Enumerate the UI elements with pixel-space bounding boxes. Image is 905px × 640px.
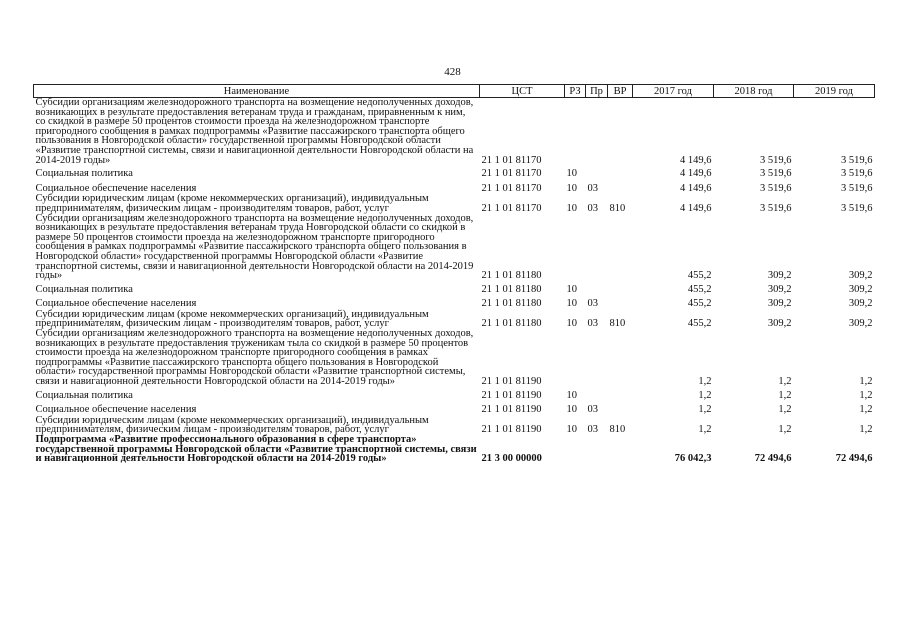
row-rz: 10 — [566, 389, 577, 401]
table-row — [34, 180, 875, 195]
row-pr — [586, 329, 608, 387]
row-vr — [608, 214, 633, 281]
row-value-2017: 4 149,6 — [680, 154, 712, 166]
row-pr: 03 — [587, 404, 598, 416]
row-pr — [586, 98, 608, 166]
row-value-2019: 1,2 — [859, 424, 873, 436]
row-value-2018: 3 519,6 — [760, 182, 792, 194]
row-value-2017: 1,2 — [698, 376, 712, 388]
row-value-2017: 76 042,3 — [674, 453, 712, 465]
header-vr: ВР — [608, 85, 633, 98]
row-value-2019: 309,2 — [848, 318, 873, 330]
row-vr — [608, 387, 633, 402]
row-cst: 21 1 01 81190 — [481, 424, 542, 436]
header-cst: ЦСТ — [480, 85, 565, 98]
row-name: Социальное обеспечение населения — [35, 404, 197, 416]
row-value-2018: 3 519,6 — [760, 168, 792, 180]
table-row — [34, 98, 875, 166]
row-cst: 21 1 01 81190 — [481, 404, 542, 416]
row-value-2018: 1,2 — [778, 376, 792, 388]
row-vr: 810 — [609, 318, 626, 330]
row-pr — [586, 281, 608, 296]
row-pr: 03 — [587, 424, 598, 436]
row-value-2018: 3 519,6 — [760, 154, 792, 166]
row-rz — [565, 214, 586, 281]
header-name: Наименование — [34, 85, 480, 98]
row-value-2019: 3 519,6 — [841, 182, 873, 194]
row-vr — [608, 180, 633, 195]
row-vr — [608, 329, 633, 387]
row-value-2017: 455,2 — [687, 318, 712, 330]
row-rz: 10 — [566, 404, 577, 416]
header-rz: РЗ — [565, 85, 586, 98]
row-cst: 21 1 01 81170 — [481, 182, 542, 194]
row-cst: 21 1 01 81170 — [481, 154, 542, 166]
table-row — [34, 435, 875, 464]
row-value-2017: 1,2 — [698, 389, 712, 401]
table-row — [34, 416, 875, 435]
row-name: Социальная политика — [35, 168, 133, 180]
row-vr — [608, 295, 633, 310]
row-pr: 03 — [587, 318, 598, 330]
row-value-2017: 455,2 — [687, 270, 712, 282]
row-value-2017: 1,2 — [698, 424, 712, 436]
row-pr — [586, 387, 608, 402]
row-pr: 03 — [587, 182, 598, 194]
table-body — [34, 98, 875, 464]
row-name: Субсидии юридическим лицам (кроме некоммерческих организаций), индивидуальным предпринимателям, физическим лицам - производителям товаров, работ, услуг — [35, 193, 429, 214]
row-name: Субсидии организациям железнодорожного транспорта на возмещение недополученных доходов, возникающих в результате предоставления ветеранам труда и гражданам, приравненным к ним, со скидкой в размере 50 процентов стоимости проезда на железнодорожном транспорте пригородного сообщения в рамках подпрограммы «Развитие пассажирского транспорта общего пользования в Новгородской области» государственной программы Новгородской области «Развитие транспортной системы, связи и навигационной деятельности Новгородской области на 2014-2019 годы» — [35, 97, 474, 166]
row-vr — [608, 401, 633, 416]
row-cst: 21 1 01 81190 — [481, 376, 542, 388]
row-name: Субсидии организациям железнодорожного транспорта на возмещение недополученных доходов, возникающих в результате предоставления труженикам тыла со скидкой в размере 50 процентов стоимости проезда на железнодорожном транспорте пригородного сообщения в рамках подпрограммы «Развитие пассажирского транспорта общего пользования в Новгородской области» государственной программы Новгородской области «Развитие транспортной системы, связи и навигационной деятельности Новгородской области на 2014-2019 годы» — [35, 328, 474, 388]
row-value-2019: 1,2 — [859, 404, 873, 416]
row-value-2018: 1,2 — [778, 404, 792, 416]
header-2017: 2017 год — [633, 85, 714, 98]
row-rz: 10 — [566, 202, 577, 214]
header-pr: Пр — [586, 85, 608, 98]
row-name: Субсидии организациям железнодорожного транспорта на возмещение недополученных доходов, возникающих в результате предоставления ветеранам труда Новгородской области со скидкой в размере 50 процентов стоимости проезда на железнодорожном транспорте пригородного сообщения в рамках подпрограммы «Развитие пассажирского транспорта общего пользования в Новгородской области» государственной программы Новгородской области «Развитие транспортной системы, связи и навигационной деятельности Новгородской области на 2014-2019 годы» — [35, 212, 474, 282]
row-value-2019: 3 519,6 — [841, 154, 873, 166]
row-name: Субсидии юридическим лицам (кроме некоммерческих организаций), индивидуальным предпринимателям, физическим лицам - производителям товаров, работ, услуг — [35, 414, 429, 436]
row-cst: 21 1 01 81180 — [481, 270, 542, 282]
row-name: Социальное обеспечение населения — [35, 182, 197, 194]
row-value-2019: 1,2 — [859, 376, 873, 388]
row-name: Социальная политика — [35, 389, 133, 401]
row-value-2017: 455,2 — [687, 283, 712, 295]
row-value-2019: 3 519,6 — [841, 168, 873, 180]
row-value-2019: 3 519,6 — [841, 202, 873, 214]
table-row — [34, 387, 875, 402]
row-vr — [608, 281, 633, 296]
row-rz: 10 — [566, 424, 577, 436]
table-row — [34, 401, 875, 416]
row-rz — [565, 329, 586, 387]
table-row — [34, 295, 875, 310]
row-value-2018: 309,2 — [767, 283, 792, 295]
row-value-2018: 72 494,6 — [754, 453, 792, 465]
page-number: 428 — [444, 66, 461, 78]
row-value-2018: 309,2 — [767, 318, 792, 330]
row-rz: 10 — [566, 283, 577, 295]
table-row — [34, 329, 875, 387]
row-rz — [565, 435, 586, 464]
table-row — [34, 194, 875, 213]
row-cst: 21 1 01 81180 — [481, 283, 542, 295]
row-rz: 10 — [566, 168, 577, 180]
row-value-2019: 1,2 — [859, 389, 873, 401]
table-row — [34, 281, 875, 296]
header-2018: 2018 год — [714, 85, 794, 98]
row-value-2018: 309,2 — [767, 270, 792, 282]
row-value-2017: 4 149,6 — [680, 168, 712, 180]
table-row — [34, 165, 875, 180]
row-value-2017: 4 149,6 — [680, 202, 712, 214]
row-value-2018: 309,2 — [767, 298, 792, 310]
row-rz: 10 — [566, 318, 577, 330]
row-vr — [608, 435, 633, 464]
row-pr: 03 — [587, 202, 598, 214]
row-vr — [608, 98, 633, 166]
row-vr: 810 — [609, 424, 626, 436]
row-value-2018: 3 519,6 — [760, 202, 792, 214]
table-header-row — [34, 85, 875, 98]
row-name: Субсидии юридическим лицам (кроме некоммерческих организаций), индивидуальным предпринимателям, физическим лицам - производителям товаров, работ, услуг — [35, 308, 429, 330]
row-value-2017: 455,2 — [687, 298, 712, 310]
row-rz: 10 — [566, 298, 577, 310]
row-name: Социальная политика — [35, 283, 133, 295]
row-pr — [586, 435, 608, 464]
budget-table — [33, 84, 875, 464]
row-value-2019: 72 494,6 — [835, 453, 873, 465]
row-cst: 21 1 01 81170 — [481, 202, 542, 214]
row-name: Социальное обеспечение населения — [35, 298, 197, 310]
row-vr — [608, 165, 633, 180]
row-cst: 21 1 01 81180 — [481, 298, 542, 310]
row-cst: 21 1 01 81180 — [481, 318, 542, 330]
header-2019: 2019 год — [794, 85, 875, 98]
table-row — [34, 214, 875, 281]
row-cst: 21 1 01 81190 — [481, 389, 542, 401]
row-value-2018: 1,2 — [778, 389, 792, 401]
row-vr: 810 — [609, 202, 626, 214]
row-value-2019: 309,2 — [848, 270, 873, 282]
row-name: Подпрограмма «Развитие профессионального образования в сфере транспорта» государственной программы Новгородской области «Развитие транспортной системы, связи и навигационной деятельности Новгородской области на 2014-2019 годы» — [35, 434, 477, 465]
row-rz: 10 — [566, 182, 577, 194]
row-value-2017: 1,2 — [698, 404, 712, 416]
table-row — [34, 310, 875, 329]
row-pr — [586, 214, 608, 281]
row-pr — [586, 165, 608, 180]
row-value-2018: 1,2 — [778, 424, 792, 436]
row-pr: 03 — [587, 298, 598, 310]
row-cst: 21 1 01 81170 — [481, 168, 542, 180]
row-cst: 21 3 00 00000 — [481, 453, 542, 465]
row-value-2019: 309,2 — [848, 298, 873, 310]
row-value-2019: 309,2 — [848, 283, 873, 295]
row-value-2017: 4 149,6 — [680, 182, 712, 194]
row-rz — [565, 98, 586, 166]
